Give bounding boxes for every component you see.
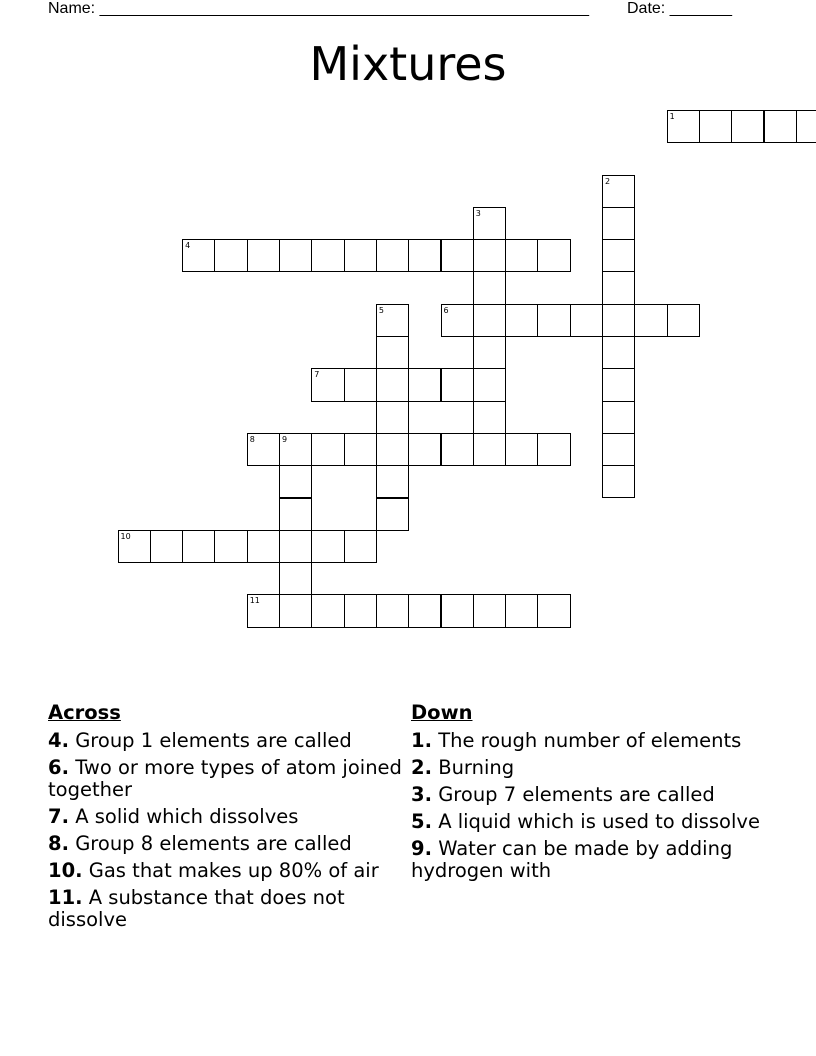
grid-cell[interactable] (731, 110, 764, 143)
grid-cell[interactable] (344, 530, 377, 563)
cell-number: 6 (443, 305, 449, 315)
grid-cell[interactable] (279, 594, 312, 627)
clue-text: The rough number of elements (438, 729, 742, 752)
cell-number: 11 (249, 596, 260, 606)
grid-cell[interactable] (279, 465, 312, 498)
grid-cell[interactable] (473, 336, 506, 369)
grid-cell[interactable] (279, 239, 312, 272)
grid-cell[interactable] (441, 304, 474, 337)
across-clue (48, 860, 404, 882)
down-clue (411, 811, 761, 833)
clue-number: 9. (411, 837, 432, 860)
cell-number: 4 (185, 241, 191, 251)
grid-cell[interactable] (473, 304, 506, 337)
grid-cell[interactable] (473, 594, 506, 627)
grid-cell[interactable] (376, 465, 409, 498)
grid-cell[interactable] (408, 594, 441, 627)
grid-cell[interactable] (344, 594, 377, 627)
grid-cell[interactable] (311, 368, 344, 401)
across-clue (48, 887, 404, 931)
grid-cell[interactable] (247, 239, 280, 272)
grid-cell[interactable] (570, 304, 603, 337)
cell-number: 3 (475, 208, 481, 218)
clue-text: A substance that does not dissolve (48, 886, 345, 931)
grid-cell[interactable] (764, 110, 797, 143)
grid-cell[interactable] (279, 562, 312, 595)
grid-cell[interactable] (537, 433, 570, 466)
cell-number: 5 (378, 305, 384, 315)
down-clue (411, 730, 761, 752)
cell-number: 9 (282, 434, 288, 444)
grid-cell[interactable] (118, 530, 151, 563)
grid-cell[interactable] (376, 368, 409, 401)
grid-cell[interactable] (473, 401, 506, 434)
clue-text: Two or more types of atom joined together (48, 756, 402, 801)
clue-number: 4. (48, 729, 69, 752)
grid-cell[interactable] (505, 594, 538, 627)
name-field-line: Name: _______________________________________________________ (48, 0, 589, 17)
grid-cell[interactable] (473, 433, 506, 466)
grid-cell[interactable] (699, 110, 732, 143)
grid-cell[interactable] (473, 207, 506, 240)
clue-number: 1. (411, 729, 432, 752)
grid-cell[interactable] (376, 336, 409, 369)
grid-cell[interactable] (247, 530, 280, 563)
grid-cell[interactable] (602, 239, 635, 272)
grid-cell[interactable] (247, 433, 280, 466)
grid-cell[interactable] (505, 304, 538, 337)
clue-number: 10. (48, 859, 83, 882)
grid-cell[interactable] (344, 368, 377, 401)
grid-cell[interactable] (376, 239, 409, 272)
grid-cell[interactable] (311, 433, 344, 466)
clue-number: 7. (48, 805, 69, 828)
grid-cell[interactable] (473, 368, 506, 401)
clue-number: 3. (411, 783, 432, 806)
grid-cell[interactable] (279, 433, 312, 466)
clue-number: 2. (411, 756, 432, 779)
grid-cell[interactable] (537, 594, 570, 627)
down-clue (411, 757, 761, 779)
down-heading: Down (411, 701, 473, 724)
across-clue (48, 806, 404, 828)
grid-cell[interactable] (311, 594, 344, 627)
grid-cell[interactable] (667, 110, 700, 143)
across-clues (48, 702, 404, 936)
down-clue (411, 838, 761, 882)
grid-cell[interactable] (473, 271, 506, 304)
clue-text: A liquid which is used to dissolve (438, 810, 760, 833)
across-clue (48, 757, 404, 801)
grid-cell[interactable] (376, 304, 409, 337)
date-field-line: Date: _______ (627, 0, 732, 17)
grid-cell[interactable] (667, 304, 700, 337)
grid-cell[interactable] (376, 498, 409, 531)
grid-cell[interactable] (441, 368, 474, 401)
grid-cell[interactable] (376, 401, 409, 434)
page-title: Mixtures (309, 37, 507, 91)
grid-cell[interactable] (602, 465, 635, 498)
clue-number: 5. (411, 810, 432, 833)
grid-cell[interactable] (247, 594, 280, 627)
across-heading: Across (48, 701, 121, 724)
clue-number: 11. (48, 886, 83, 909)
down-clues (411, 702, 761, 887)
grid-cell[interactable] (602, 368, 635, 401)
clue-text: Water can be made by adding hydrogen with (411, 837, 733, 882)
clue-text: Group 1 elements are called (75, 729, 352, 752)
grid-cell[interactable] (473, 239, 506, 272)
grid-cell[interactable] (182, 530, 215, 563)
clue-text: Group 7 elements are called (438, 783, 715, 806)
cell-number: 10 (120, 531, 131, 541)
grid-cell[interactable] (376, 594, 409, 627)
grid-cell[interactable] (408, 368, 441, 401)
grid-cell[interactable] (214, 530, 247, 563)
clue-text: Group 8 elements are called (75, 832, 352, 855)
clue-text: A solid which dissolves (75, 805, 299, 828)
grid-cell[interactable] (602, 304, 635, 337)
grid-cell[interactable] (279, 498, 312, 531)
across-clue (48, 833, 404, 855)
grid-cell[interactable] (311, 239, 344, 272)
grid-cell[interactable] (441, 594, 474, 627)
clue-text: Gas that makes up 80% of air (88, 859, 379, 882)
grid-cell[interactable] (796, 110, 816, 143)
grid-cell[interactable] (505, 239, 538, 272)
grid-cell[interactable] (602, 336, 635, 369)
grid-cell[interactable] (408, 433, 441, 466)
grid-cell[interactable] (408, 239, 441, 272)
grid-cell[interactable] (602, 207, 635, 240)
grid-cell[interactable] (505, 433, 538, 466)
grid-cell[interactable] (537, 304, 570, 337)
grid-cell[interactable] (344, 433, 377, 466)
grid-cell[interactable] (537, 239, 570, 272)
grid-cell[interactable] (441, 239, 474, 272)
grid-cell[interactable] (602, 271, 635, 304)
clue-number: 8. (48, 832, 69, 855)
grid-cell[interactable] (150, 530, 183, 563)
grid-cell[interactable] (602, 175, 635, 208)
across-clue (48, 730, 404, 752)
cell-number: 7 (314, 370, 320, 380)
clue-number: 6. (48, 756, 69, 779)
cell-number: 1 (669, 111, 675, 121)
grid-cell[interactable] (602, 401, 635, 434)
grid-cell[interactable] (602, 433, 635, 466)
grid-cell[interactable] (182, 239, 215, 272)
clue-text: Burning (438, 756, 515, 779)
grid-cell[interactable] (634, 304, 667, 337)
grid-cell[interactable] (311, 530, 344, 563)
grid-cell[interactable] (441, 433, 474, 466)
cell-number: 8 (249, 434, 255, 444)
grid-cell[interactable] (214, 239, 247, 272)
down-clue (411, 784, 761, 806)
cell-number: 2 (605, 176, 611, 186)
grid-cell[interactable] (376, 433, 409, 466)
grid-cell[interactable] (344, 239, 377, 272)
grid-cell[interactable] (279, 530, 312, 563)
